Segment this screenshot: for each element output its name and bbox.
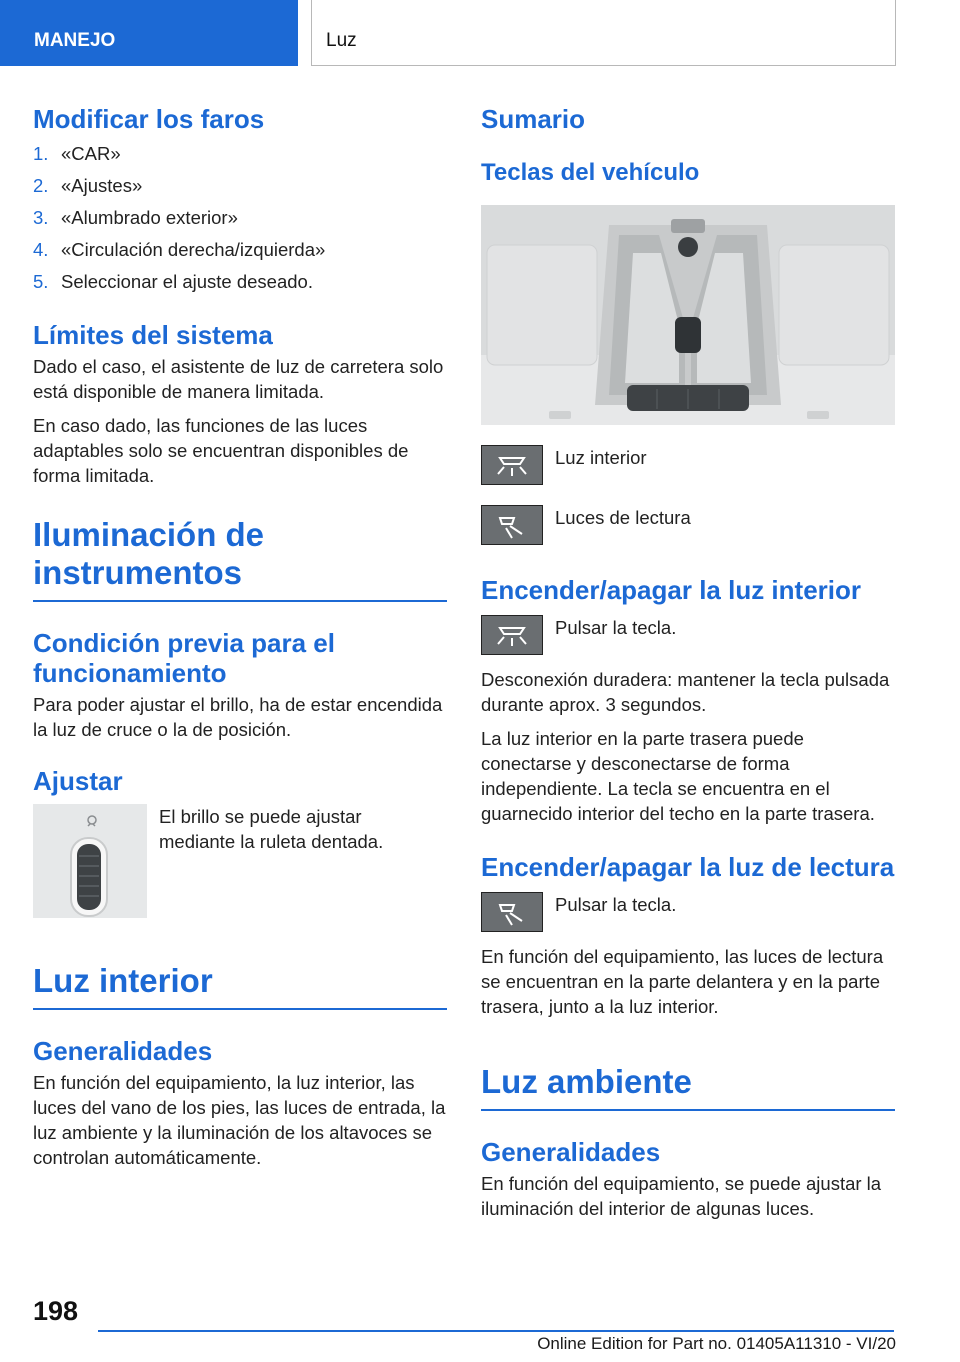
right-column (481, 104, 895, 1221)
heading-modificar-faros: Modificar los faros (33, 104, 265, 134)
steps-list (33, 138, 447, 298)
list-item: 5. Seleccionar el ajuste deseado. (33, 271, 313, 292)
paragraph: En caso dado, las funciones de las luces adaptables solo se encuentran disponibles de forma limitada. (33, 415, 409, 486)
interior-light-icon (481, 445, 543, 485)
roof-console-icon (481, 205, 895, 425)
section-tab: MANEJO (0, 0, 298, 66)
paragraph: El brillo se puede ajustar mediante la ruleta dentada. (159, 806, 384, 852)
key-press-row (481, 892, 895, 932)
ajustar-block (33, 804, 447, 918)
dimmer-wheel-image (33, 804, 147, 918)
heading-limites-sistema: Límites del sistema (33, 320, 273, 350)
edition-text: Online Edition for Part no. 01405A11310 - VI/20 (537, 1334, 896, 1353)
heading-generalidades: Generalidades (481, 1137, 661, 1167)
list-item: 2. «Ajustes» (33, 175, 143, 196)
key-luz-interior (481, 445, 895, 485)
paragraph: En función del equipamiento, se puede ajustar la iluminación del interior de algunas luces. (481, 1173, 882, 1219)
thumbwheel-icon (33, 804, 147, 918)
reading-light-icon (481, 892, 543, 932)
list-item: 3. «Alumbrado exterior» (33, 207, 238, 228)
paragraph: La luz interior en la parte trasera puede conectarse y desconectarse de forma independiente. La tecla se encuentra en el guarnecido interior del techo en la parte trasera. (481, 728, 875, 824)
footer-divider (98, 1330, 894, 1332)
overhead-console-image (481, 205, 895, 425)
key-label: Luz interior (555, 447, 647, 468)
heading-sumario: Sumario (481, 104, 586, 134)
paragraph: Dado el caso, el asistente de luz de carretera solo está disponible de manera limitada. (33, 356, 444, 402)
heading-generalidades: Generalidades (33, 1036, 213, 1066)
heading-teclas-vehiculo: Teclas del vehículo (481, 159, 700, 186)
key-label: Luces de lectura (555, 507, 691, 528)
reading-light-icon (481, 505, 543, 545)
interior-light-icon (481, 615, 543, 655)
heading-condicion-previa: Condición previa para el funcionamiento (33, 628, 335, 688)
page-number: 198 (33, 1296, 79, 1326)
key-luces-lectura (481, 505, 895, 545)
left-column (33, 104, 447, 1170)
list-item: 4. «Circulación derecha/izquierda» (33, 239, 326, 260)
heading-iluminacion-instrumentos: Iluminación de instrumentos (33, 516, 447, 602)
paragraph: Desconexión duradera: mantener la tecla pulsada durante aprox. 3 segundos. (481, 669, 890, 715)
key-instruction: Pulsar la tecla. (555, 617, 677, 638)
key-instruction: Pulsar la tecla. (555, 894, 677, 915)
heading-luz-interior: Luz interior (33, 962, 447, 1010)
paragraph: Para poder ajustar el brillo, ha de estar encendida la luz de cruce o la de posición. (33, 694, 443, 740)
key-press-row (481, 615, 895, 655)
heading-encender-lectura: Encender/apagar la luz de lectura (481, 852, 895, 882)
paragraph: En función del equipamiento, la luz interior, las luces del vano de los pies, las luces de entrada, la luz ambiente y la iluminación de los altavoces se controlan automáticamente. (33, 1072, 446, 1168)
list-item: 1. «CAR» (33, 143, 121, 164)
heading-encender-interior: Encender/apagar la luz interior (481, 575, 861, 605)
topic-title: Luz (311, 0, 896, 66)
heading-ajustar: Ajustar (33, 766, 123, 796)
paragraph: En función del equipamiento, las luces de lectura se encuentran en la parte delantera y en la parte trasera, junto a la luz interior. (481, 946, 884, 1017)
heading-luz-ambiente: Luz ambiente (481, 1063, 895, 1111)
